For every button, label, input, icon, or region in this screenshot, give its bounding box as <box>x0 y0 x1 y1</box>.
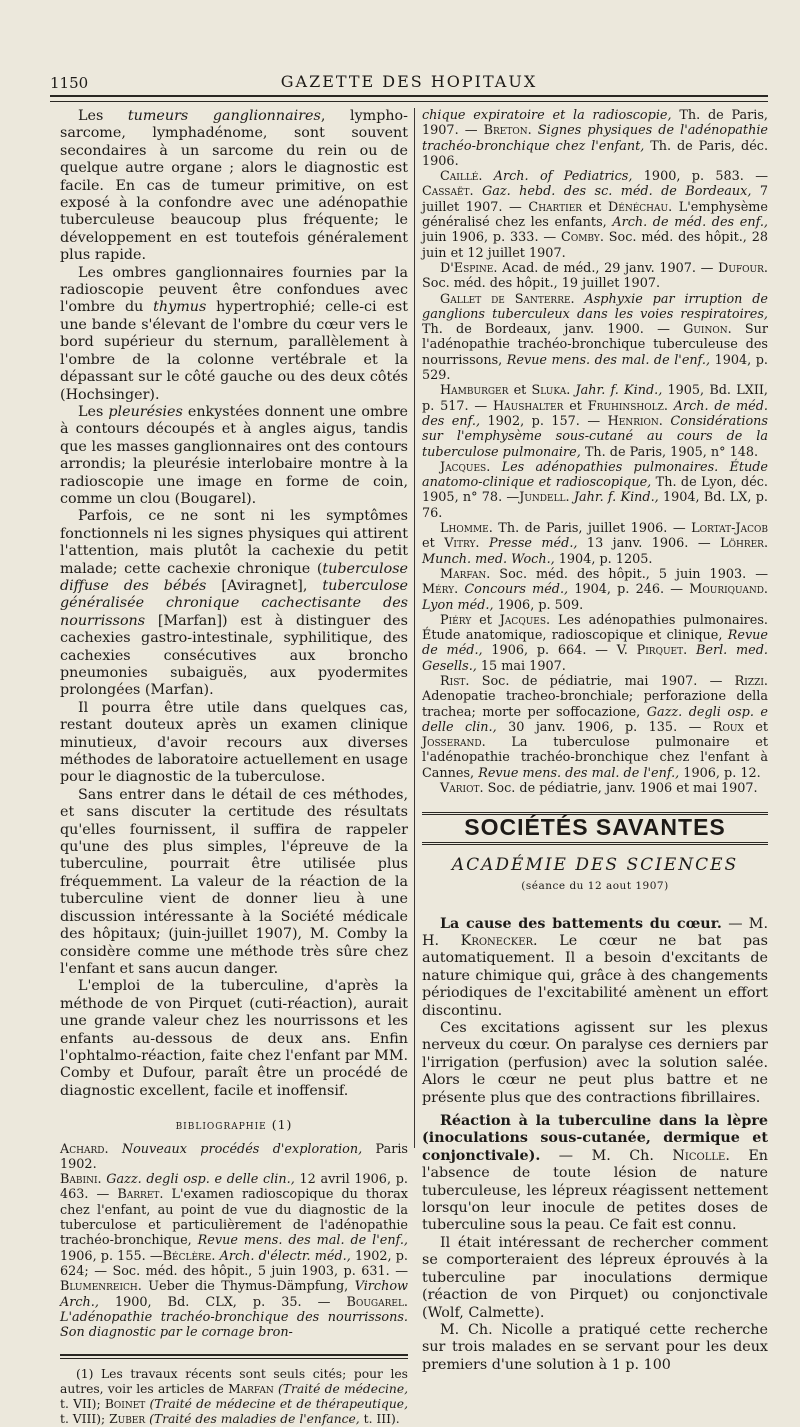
author: Löhrer. <box>720 536 769 552</box>
author: Marfan. <box>440 566 491 582</box>
text: t. III). <box>359 1412 400 1427</box>
text: 12 avril 1906, p. 463. — <box>60 1172 408 1203</box>
work: Jahr. f. Kind., <box>570 383 663 399</box>
text: Paris 1902. <box>60 1141 408 1172</box>
work: Nouveaux procédés d'exploration, <box>108 1141 363 1157</box>
author: Lhomme. <box>440 521 493 537</box>
author: Breton. <box>483 123 532 139</box>
author: Dénéchau. <box>608 199 673 215</box>
paragraph-pirquet: L'emploi de la tuberculine, d'après la méthode de von Pirquet (cuti-réaction), aurait une grande valeur chez les nourrissons et les enfants au-dessous de deux ans. Enfin l'ophtalmo-réaction, faite chez l'enfant par MM. Comby et Dufour, paraît être un procédé de diagnostic excellent, facile et inoffensif. <box>60 978 408 1099</box>
bibliography-heading: bibliographie (1) <box>175 1117 293 1133</box>
text: 1904, p. 246. — <box>568 582 690 598</box>
text: 13 janv. 1906. — <box>577 536 721 552</box>
author: Caillé. <box>440 169 483 185</box>
bib-entry <box>422 261 768 292</box>
author: Comby. <box>561 230 604 246</box>
author: Bougarel. <box>346 1294 408 1310</box>
text: Th. de Paris, juillet 1906. — <box>492 521 692 537</box>
text: Th. de Paris, 1905, n° 148. <box>580 444 759 460</box>
paragraph-interessant: Il était intéressant de rechercher comment se comporteraient des lépreux éprouvés à la tuberculine par inoculations dermique (réaction de von Pirquet) ou conjonctivale (Wolf, Calmette). <box>422 1234 768 1321</box>
author: Boinet <box>104 1397 146 1412</box>
author: Dufour. <box>718 260 768 276</box>
author: Rist. <box>440 673 470 689</box>
author: Jundell. <box>519 490 570 506</box>
work: Revue de méd., <box>422 628 768 659</box>
paragraph-tumeurs <box>60 108 408 265</box>
work: Revue mens. des mal. de l'enf., <box>474 765 680 781</box>
bib-entry <box>422 521 768 567</box>
text: et <box>582 199 608 215</box>
bib-entry <box>422 169 768 261</box>
bib-entry <box>422 781 768 796</box>
author: Variot. <box>440 781 484 797</box>
work: Presse méd., <box>479 536 578 552</box>
work: Munch. med. Woch., <box>422 551 555 567</box>
academie-heading: ACADÉMIE DES SCIENCES <box>451 854 739 875</box>
report-lepre <box>422 1113 768 1235</box>
author: Piéry <box>440 612 472 628</box>
societes-savantes-banner <box>422 812 768 844</box>
text: 1906, p. 155. — <box>60 1248 163 1264</box>
paragraph-nicolle: M. Ch. Nicolle a pratiqué cette recherche sur trois malades en se servant pour les deux premiers d'une solution à 1 p. 100 <box>422 1321 768 1373</box>
text: Ueber die Thymus-Dämpfung, <box>141 1279 349 1295</box>
text: L'emphysème généralisé chez les enfants, <box>422 199 768 231</box>
author: Henrion. <box>607 413 663 429</box>
work: Arch. d'électr. méd., <box>215 1248 351 1264</box>
text: Soc. méd. des hôpit., 19 juillet 1907. <box>422 276 661 292</box>
author: Jacques. <box>499 612 551 628</box>
author: Sluka. <box>531 383 571 399</box>
text: 1904, p. 529. <box>422 352 768 384</box>
text: Th. de Paris, déc. 1906. <box>422 138 769 169</box>
author: Zuber <box>109 1412 146 1427</box>
author: Kronecker. <box>460 932 538 949</box>
text: 7 juillet 1907. — <box>422 184 768 215</box>
author: Marfan <box>228 1382 274 1397</box>
bib-entry <box>422 108 768 169</box>
italic-term: thymus <box>153 299 207 316</box>
text: et <box>471 612 500 628</box>
text: 1906, p. 509. <box>493 597 584 613</box>
author: Lortat-Jacob <box>691 521 768 537</box>
work: Lyon méd., <box>422 597 494 613</box>
work: Virchow Arch., <box>60 1279 408 1310</box>
work: Arch. of Pediatrics, <box>482 169 633 185</box>
report-battements <box>422 916 768 1020</box>
text: Les <box>78 108 128 124</box>
work: (Traité des maladies de l'enfance, <box>145 1412 360 1427</box>
journal-title: GAZETTE DES HOPITAUX <box>280 72 538 91</box>
work: Asphyxie par irruption de ganglions tuberculeux dans les voies respiratoires, <box>422 291 768 322</box>
bib-entry <box>422 460 768 521</box>
paragraph-tuberculine: Sans entrer dans le détail de ces méthodes, et sans discuter la certitude des résultats qu'elles fournissent, il suffira de rappeler qu'une des plus simples, l'épreuve de la tuberculine, pourrait être utilisée plus fréquemment. La valeur de la réaction de la tuberculine vient de donner lieu à une discussion intéressante à la Société médicale des hôpitaux; (juin-juillet 1907), M. Comby la considère comme une méthode très sûre chez l'enfant et sans aucun danger. <box>60 786 408 977</box>
right-column <box>422 108 768 1374</box>
bib-entry <box>422 567 768 613</box>
paragraph-laboratoire: Il pourra être utile dans quelques cas, restant douteux après un examen clinique minutieux, d'avoir recours aux diverses méthodes de laboratoire actuellement en usage pour le diagnostic de la tuberculose. <box>60 699 408 786</box>
text: 1904, p. 1205. <box>554 551 653 567</box>
footnote-rule <box>60 1354 408 1359</box>
work: Berl. med. Gesells., <box>422 643 769 674</box>
text: — M. Ch. <box>540 1147 673 1164</box>
text: Sur l'adénopathie trachéo-bronchique tuberculeuse des nourrissons, <box>422 322 768 368</box>
author: Méry. <box>422 582 459 598</box>
work: Jahr. f. Kind., <box>569 490 659 506</box>
work: Considérations sur l'emphysème sous-cutané au cours de la tuberculose pulmonaire, <box>422 413 768 460</box>
work: L'adénopathie trachéo-bronchique des nourrissons. Son diagnostic par le cornage bron- <box>60 1309 408 1341</box>
text: Soc. de pédiatrie, mai 1907. — <box>469 673 735 689</box>
text: 1902, p. 157. — <box>480 413 608 429</box>
work: Arch. de méd. des enf., <box>606 215 768 231</box>
author: Gallet de Santerre. <box>440 291 575 307</box>
text: Les <box>78 403 109 420</box>
text: Th. de Bordeaux, janv. 1900. — <box>422 322 684 338</box>
italic-term: tuberculose diffuse des bébés <box>60 560 408 594</box>
author: Pirquet. <box>636 643 688 659</box>
author: Chartier <box>528 199 583 215</box>
text: 1905, Bd. LXII, p. 517. — <box>422 383 768 414</box>
author: Mouriquand. <box>689 582 768 598</box>
author: Jacques. <box>440 459 491 475</box>
author: Fruhinsholz. <box>587 398 668 414</box>
text: [Aviragnet], <box>206 577 323 594</box>
work: Signes physiques de l'adénopathie trachéo-bronchique chez l'enfant, <box>422 123 768 154</box>
author: Guinon. <box>683 322 732 338</box>
bib-entry <box>422 674 768 781</box>
text: Les adénopathies pulmonaires. Étude anatomique, radioscopique et clinique, <box>422 612 768 644</box>
text: juin 1906, p. 333. — <box>422 230 562 246</box>
text: 1906, p. 12. <box>679 765 761 781</box>
text: Les ombres ganglionnaires fournies par la radioscopie peuvent être confondues avec l'ombre du <box>60 264 408 316</box>
page-number: 1150 <box>50 74 89 92</box>
header-rule <box>50 95 768 102</box>
italic-term: pleurésies <box>108 403 183 420</box>
work: Concours méd., <box>458 582 569 598</box>
work: Gazz. degli osp. e delle clin., <box>422 704 768 735</box>
bib-entry <box>60 1172 408 1340</box>
author: Béclère. <box>162 1248 216 1264</box>
work: Gaz. hebd. des sc. méd. de Bordeaux, <box>473 184 752 200</box>
author: Nicolle. <box>672 1147 730 1164</box>
bibliography-right <box>422 108 768 796</box>
text: Parfois, ce ne sont ni les symptômes fonctionnels ni les signes physiques qui attirent l'attention, mais plutôt la cachexie du petit malade; cette cachexie chronique ( <box>60 508 408 577</box>
author: Hamburger <box>440 383 509 399</box>
text: t. VIII); <box>60 1412 110 1427</box>
report-title: Réaction à la tuberculine dans la lèpre (inoculations sous-cutanée, dermique et conjonctivale). <box>422 1113 768 1164</box>
bib-entry <box>60 1142 408 1173</box>
work: Revue mens. des mal. de l'enf., <box>191 1233 408 1249</box>
footnote <box>60 1367 408 1427</box>
section-title: SOCIÉTÉS SAVANTES <box>464 814 726 841</box>
text: 1900, p. 583. — <box>632 169 769 185</box>
text: hypertrophié; celle-ci est une bande s'élevant de l'ombre du cœur vers le bord supérieur du sternum, parallèlement à l'ombre de la colonne vertébrale et la dépassant sur le côté gauche ou des deux côtés (Hochsinger). <box>60 299 408 403</box>
author: Barret. <box>117 1187 164 1203</box>
text: et <box>563 398 588 414</box>
text: enkystées donnent une ombre à contours découpés et à angles aigus, tandis que les masses ganglionnaires ont des contours arrondis; la pleurésie interlobaire montre à la radioscopie une image en forme de coin, comme un clou (Bougarel). <box>60 403 408 507</box>
author: Blumenreich. <box>60 1279 142 1295</box>
work: Gazz. degli osp. e delle clin., <box>101 1172 295 1188</box>
text: Soc. de pédiatrie, janv. 1906 et mai 1907. <box>483 781 758 797</box>
left-column <box>60 108 408 1427</box>
text: — M. H. <box>422 915 768 949</box>
italic-term: tuberculose généralisée chronique cachectisante des nourrissons <box>60 577 408 629</box>
work: (Traité de médecine, <box>273 1382 409 1397</box>
author: Achard. <box>60 1141 109 1157</box>
work: chique expiratoire et la radioscopie, <box>422 108 672 123</box>
text: Th. de Paris, 1907. — <box>422 108 768 139</box>
text: et <box>508 383 532 399</box>
text: t. VII); <box>60 1397 105 1412</box>
paragraph-excitations: Ces excitations agissent sur les plexus nerveux du cœur. On paralyse ces derniers par l'irrigation (perfusion) avec la solution salée. Alors le cœur ne peut plus battre et ne présente plus que des contractions fibrillaires. <box>422 1020 768 1106</box>
work: Revue mens. des mal. de l'enf., <box>502 352 711 368</box>
text: [Marfan]) est à distinguer des cachexies gastro-intestinale, syphilitique, des cachexies consécutives aux broncho pneumonies subaiguës, aux pyodermites prolongées (Marfan). <box>60 612 408 699</box>
page-header <box>50 66 768 92</box>
text: et <box>422 536 445 552</box>
text: Le cœur ne bat pas automatiquement. Il a besoin d'excitants de nature chimique qui, grâce à des changements périodiques de l'excitabilité amènent un effort discontinu. <box>422 932 768 1019</box>
text: 1900, Bd. CLX, p. 35. — <box>98 1294 347 1310</box>
text: 15 mai 1907. <box>476 658 566 674</box>
paragraph-cachexie <box>60 508 408 699</box>
text: En l'absence de toute lésion de nature tuberculeuse, les lépreux réagissent nettement lorsqu'on leur inocule de petites doses de tuberculine sous la peau. Ce fait est connu. <box>422 1147 768 1234</box>
text: Acad. de méd., 29 janv. 1907. — <box>497 260 719 276</box>
author: Roux <box>712 719 744 735</box>
text: 1904, Bd. LX, p. 76. <box>422 490 768 521</box>
text: 1906, p. 664. — V. <box>482 643 637 659</box>
paragraph-pleuresies <box>60 404 408 508</box>
author: Haushalter <box>493 398 564 414</box>
text: L'examen radioscopique du thorax chez l'enfant, au point de vue du diagnostic de la tuberculose et particulièrement de l'adénopathie trachéo-bronchique, <box>60 1187 408 1249</box>
text: (1) Les travaux récents sont seuls cités; pour les autres, voir les articles de <box>60 1367 408 1397</box>
author: Cassaët. <box>422 184 474 200</box>
bibliography-left <box>60 1142 408 1341</box>
bib-entry <box>422 292 768 384</box>
italic-term: tumeurs ganglionnaires <box>127 108 321 124</box>
seance-date: (séance du 12 aout 1907) <box>521 880 669 893</box>
bib-entry <box>422 383 768 459</box>
author: Vitry. <box>444 536 480 552</box>
text: Th. de Lyon, déc. 1905, n° 78. — <box>422 475 768 506</box>
column-divider <box>414 108 415 1148</box>
report-title: La cause des battements du cœur. <box>440 915 722 932</box>
text: Soc. méd. des hôpit., 28 juin et 12 juillet 1907. <box>422 230 768 261</box>
text: La tuberculose pulmonaire et l'adénopathie trachéo-bronchique chez l'enfant à Cannes, <box>422 735 768 781</box>
work: Les adénopathies pulmonaires. Étude anatomo-clinique et radioscopique, <box>422 459 768 491</box>
work: (Traité de médecine et de thérapeutique, <box>145 1397 408 1412</box>
bib-entry <box>422 613 768 674</box>
paragraph-thymus <box>60 265 408 404</box>
text: 1902, p. 624; — Soc. méd. des hôpit., 5 juin 1903, p. 631. — <box>60 1248 408 1279</box>
author: D'Espine. <box>440 260 498 276</box>
text: , lympho-sarcome, lymphadénome, sont souvent secondaires à un sarcome du rein ou de quelque autre organe ; alors le diagnostic est facile. En cas de tumeur primitive, on est exposé à la confondre avec une adénopathie tuberculeuse beaucoup plus fréquente; le développement en est toutefois généralement plus rapide. <box>60 108 408 264</box>
author: Rizzi. <box>734 673 768 689</box>
text: Adenopatie tracheo-bronchiale; perforazione della trachea; morte per soffocazione, <box>422 689 768 720</box>
text: 30 janv. 1906, p. 135. — <box>496 719 713 735</box>
text: Soc. méd. des hôpit., 5 juin 1903. — <box>490 566 768 582</box>
author: Babini. <box>60 1172 102 1188</box>
author: Josserand. <box>422 735 486 751</box>
text: et <box>743 719 768 735</box>
work: Arch. de méd. des enf., <box>422 398 768 429</box>
